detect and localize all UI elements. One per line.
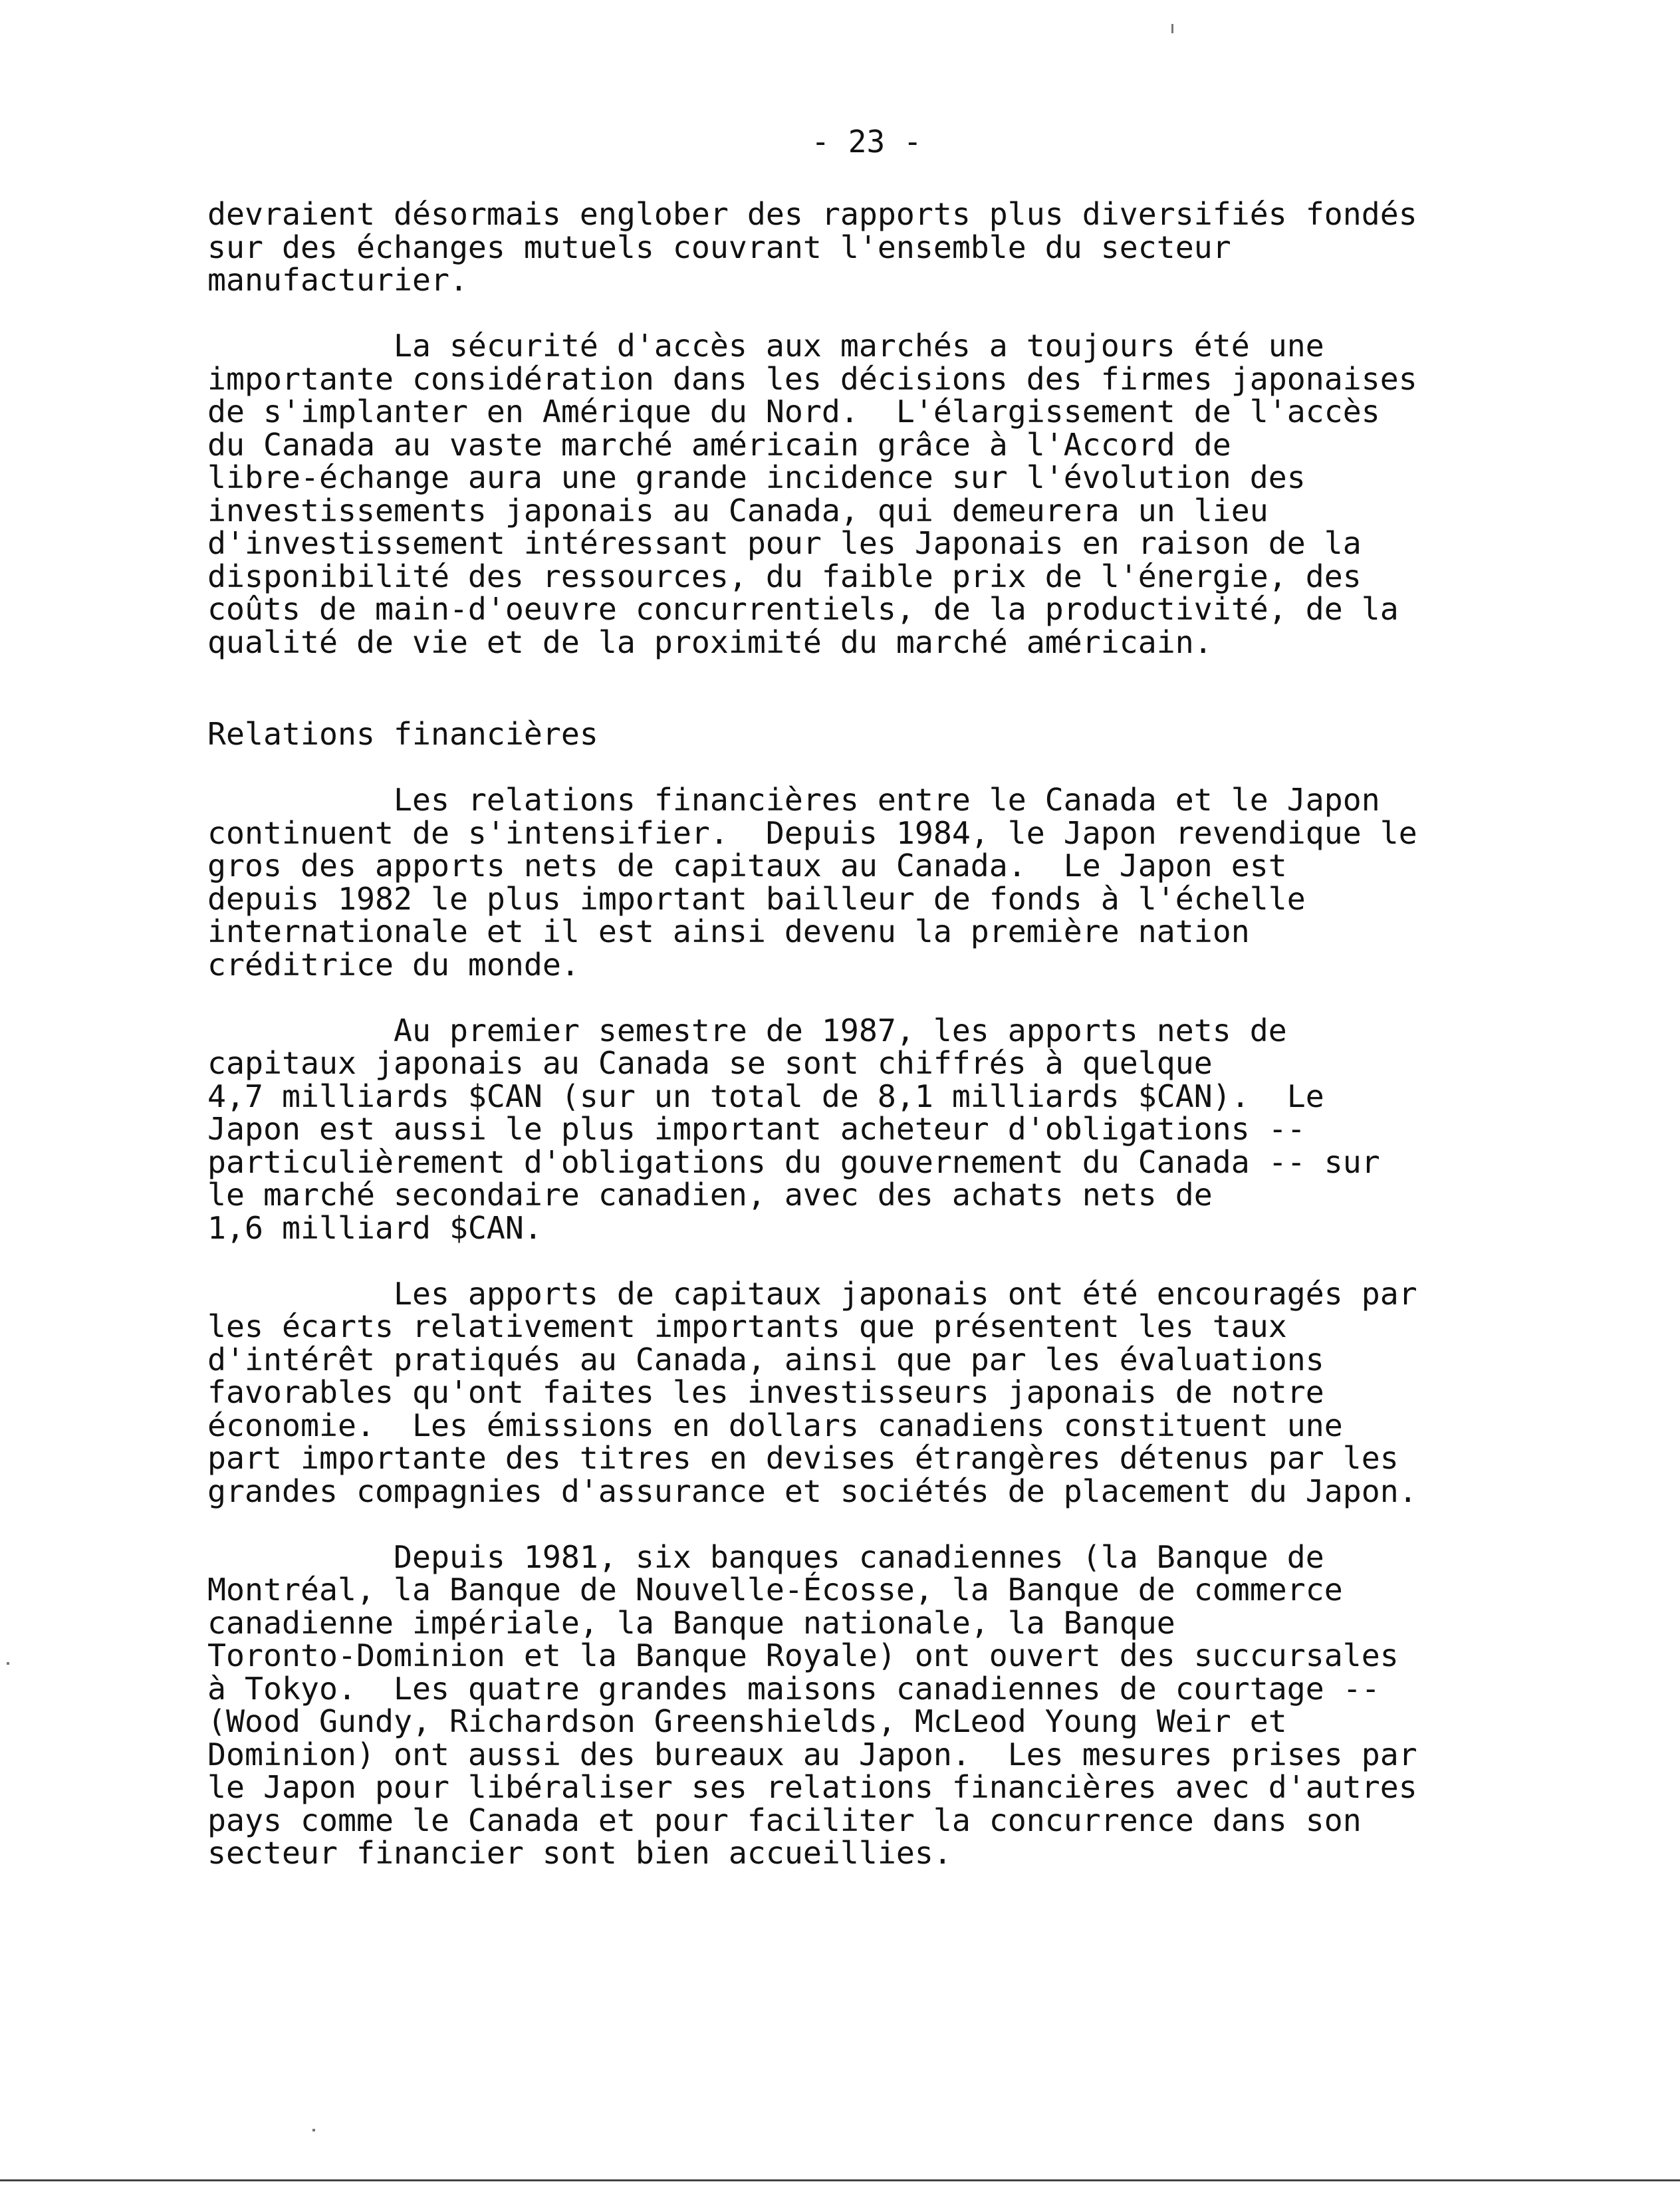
text-line: créditrice du monde. [207,946,580,983]
text-line: Les relations financières entre le Canada et le Japon [207,782,1380,818]
text-line: d'intérêt pratiqués au Canada, ainsi que par les évaluations [207,1341,1324,1378]
text-line: manufacturier. [207,262,468,298]
text-line: favorables qu'ont faites les investisseurs japonais de notre [207,1374,1324,1410]
text-line: Les apports de capitaux japonais ont été encouragés par [207,1275,1417,1312]
text-line: particulièrement d'obligations du gouvernement du Canada -- sur [207,1144,1380,1180]
text-line: Dominion) ont aussi des bureaux au Japon. Les mesures prises par [207,1736,1417,1772]
text-line: sur des échanges mutuels couvrant l'ensemble du secteur [207,229,1231,265]
text-line: coûts de main-d'oeuvre concurrentiels, de la productivité, de la [207,591,1399,627]
text-line: Au premier semestre de 1987, les apports nets de [207,1012,1287,1048]
text-line: continuent de s'intensifier. Depuis 1984, le Japon revendique le [207,814,1417,851]
text-line: capitaux japonais au Canada se sont chiffrés à quelque [207,1045,1213,1081]
scan-edge-line [0,2179,1680,2181]
text-line: (Wood Gundy, Richardson Greenshields, McLeod Young Weir et [207,1703,1287,1739]
text-line: gros des apports nets de capitaux au Canada. Le Japon est [207,848,1287,884]
text-line: économie. Les émissions en dollars canadiens constituent une [207,1407,1343,1443]
document-body [207,198,1510,1870]
scan-speck [7,1662,9,1665]
text-line: canadienne impériale, la Banque nationale, la Banque [207,1604,1175,1641]
text-line: secteur financier sont bien accueillies. [207,1835,952,1871]
text-line: Japon est aussi le plus important acheteur d'obligations -- [207,1111,1306,1147]
text-line: part importante des titres en devises étrangères détenus par les [207,1440,1399,1476]
text-line: Toronto-Dominion et la Banque Royale) ont ouvert des succursales [207,1638,1399,1673]
text-line: qualité de vie et de la proximité du marché américain. [207,624,1213,660]
paragraph [207,1275,1510,1509]
text-line: importante considération dans les décisions des firmes japonaises [207,360,1417,397]
text-line: Depuis 1981, six banques canadiennes (la Banque de [207,1538,1324,1575]
text-line: le Japon pour libéraliser ses relations financières avec d'autres [207,1769,1417,1805]
text-line: investissements japonais au Canada, qui demeurera un lieu [207,492,1268,529]
scan-speck [1171,24,1173,33]
paragraph [207,198,1510,297]
text-line: disponibilité des ressources, du faible prix de l'énergie, des [207,558,1362,594]
text-line: grandes compagnies d'assurance et sociétés de placement du Japon. [207,1473,1417,1509]
text-line: libre-échange aura une grande incidence sur l'évolution des [207,459,1306,495]
text-line: depuis 1982 le plus important bailleur de fonds à l'échelle [207,880,1306,917]
text-line: du Canada au vaste marché américain grâce à l'Accord de [207,426,1231,463]
section-heading: Relations financières [207,716,598,752]
paragraph [207,1012,1510,1246]
text-line: 4,7 milliards $CAN (sur un total de 8,1 milliards $CAN). Le [207,1078,1324,1114]
page-number: - 23 - [811,124,922,160]
text-line: pays comme le Canada et pour faciliter la concurrence dans son [207,1802,1362,1838]
text-line: internationale et il est ainsi devenu la première nation [207,913,1250,949]
text-line: 1,6 milliard $CAN. [207,1209,542,1246]
scan-speck [312,2129,315,2131]
paragraph [207,330,1510,659]
text-line: à Tokyo. Les quatre grandes maisons canadiennes de courtage -- [207,1670,1380,1707]
text-line: de s'implanter en Amérique du Nord. L'élargissement de l'accès [207,394,1380,429]
text-line: d'investissement intéressant pour les Japonais en raison de la [207,525,1362,561]
text-line: le marché secondaire canadien, avec des achats nets de [207,1177,1213,1213]
text-line: La sécurité d'accès aux marchés a toujours été une [207,328,1324,364]
paragraph [207,784,1510,981]
text-line: devraient désormais englober des rapports plus diversifiés fondés [207,196,1417,232]
paragraph [207,1538,1510,1871]
text-line: Montréal, la Banque de Nouvelle-Écosse, la Banque de commerce [207,1572,1343,1608]
text-line: les écarts relativement importants que présentent les taux [207,1308,1287,1344]
